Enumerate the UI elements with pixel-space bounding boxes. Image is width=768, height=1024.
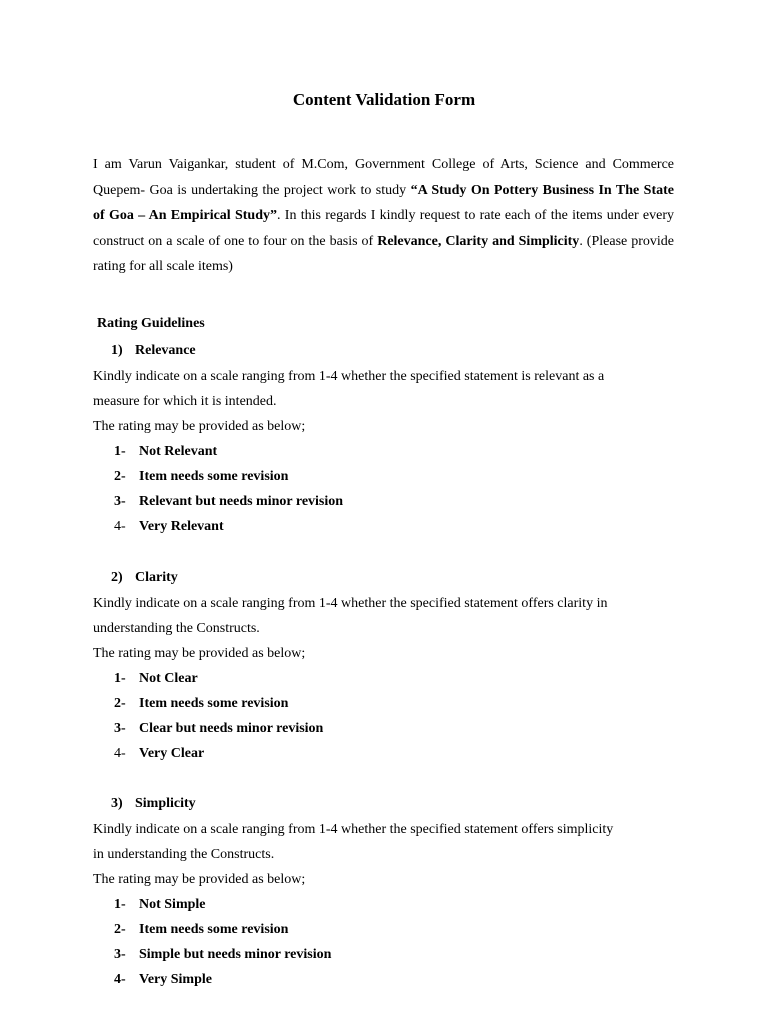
section-description: Kindly indicate on a scale ranging from 1-4 whether the specified statement offers simplicity <box>93 822 614 837</box>
item-number: 4- <box>114 519 126 534</box>
item-label: Not Simple <box>139 897 206 912</box>
item-number: 1- <box>114 671 126 686</box>
section-description: in understanding the Constructs. <box>93 847 275 862</box>
rating-note: The rating may be provided as below; <box>93 646 306 661</box>
study-title: “A Study On Pottery Business In The State of Goa – An Empirical Study” <box>93 182 675 223</box>
item-number: 2- <box>114 696 126 711</box>
item-label: Item needs some revision <box>139 696 289 711</box>
rating-note: The rating may be provided as below; <box>93 872 306 887</box>
section-description: Kindly indicate on a scale ranging from 1-4 whether the specified statement offers clarity in <box>93 596 608 611</box>
rating-criteria: Relevance, Clarity and Simplicity <box>377 233 580 249</box>
rating-note: The rating may be provided as below; <box>93 419 306 434</box>
item-label: Not Clear <box>139 671 198 686</box>
item-label: Clear but needs minor revision <box>139 721 324 736</box>
item-number: 2- <box>114 469 126 484</box>
item-number: 3- <box>114 947 126 962</box>
intro-text: . (Please provide rating for all scale items) <box>93 233 674 274</box>
section-heading: Simplicity <box>135 796 196 811</box>
section-description: understanding the Constructs. <box>93 621 260 636</box>
section-description: measure for which it is intended. <box>93 394 277 409</box>
item-number: 4- <box>114 746 126 761</box>
item-label: Not Relevant <box>139 444 218 459</box>
item-number: 4- <box>114 972 126 987</box>
item-label: Item needs some revision <box>139 922 289 937</box>
rating-guidelines-heading: Rating Guidelines <box>97 316 205 331</box>
item-label: Item needs some revision <box>139 469 289 484</box>
item-number: 3- <box>114 494 126 509</box>
item-number: 2- <box>114 922 126 937</box>
item-label: Very Relevant <box>139 519 224 534</box>
item-label: Relevant but needs minor revision <box>139 494 344 509</box>
item-label: Very Simple <box>139 972 212 987</box>
section-number: 3) <box>111 796 123 811</box>
item-label: Very Clear <box>139 746 205 761</box>
item-number: 1- <box>114 444 126 459</box>
section-heading: Relevance <box>135 343 196 358</box>
section-number: 2) <box>111 570 123 585</box>
section-heading: Clarity <box>135 570 178 585</box>
page-title: Content Validation Form <box>292 90 476 109</box>
item-label: Simple but needs minor revision <box>139 947 332 962</box>
item-number: 3- <box>114 721 126 736</box>
section-description: Kindly indicate on a scale ranging from 1-4 whether the specified statement is relevant as a <box>93 369 605 384</box>
intro-text: . In this regards I kindly request to rate each of the items under every construct on a scale of one to four on the basis of <box>93 208 674 249</box>
section-number: 1) <box>111 343 123 358</box>
intro-text: I am Varun Vaigankar, student of M.Com, Government College of Arts, Science and Commerce Quepem- Goa is undertaking the project work to study <box>93 157 674 198</box>
item-number: 1- <box>114 897 126 912</box>
intro-paragraph <box>93 152 674 280</box>
